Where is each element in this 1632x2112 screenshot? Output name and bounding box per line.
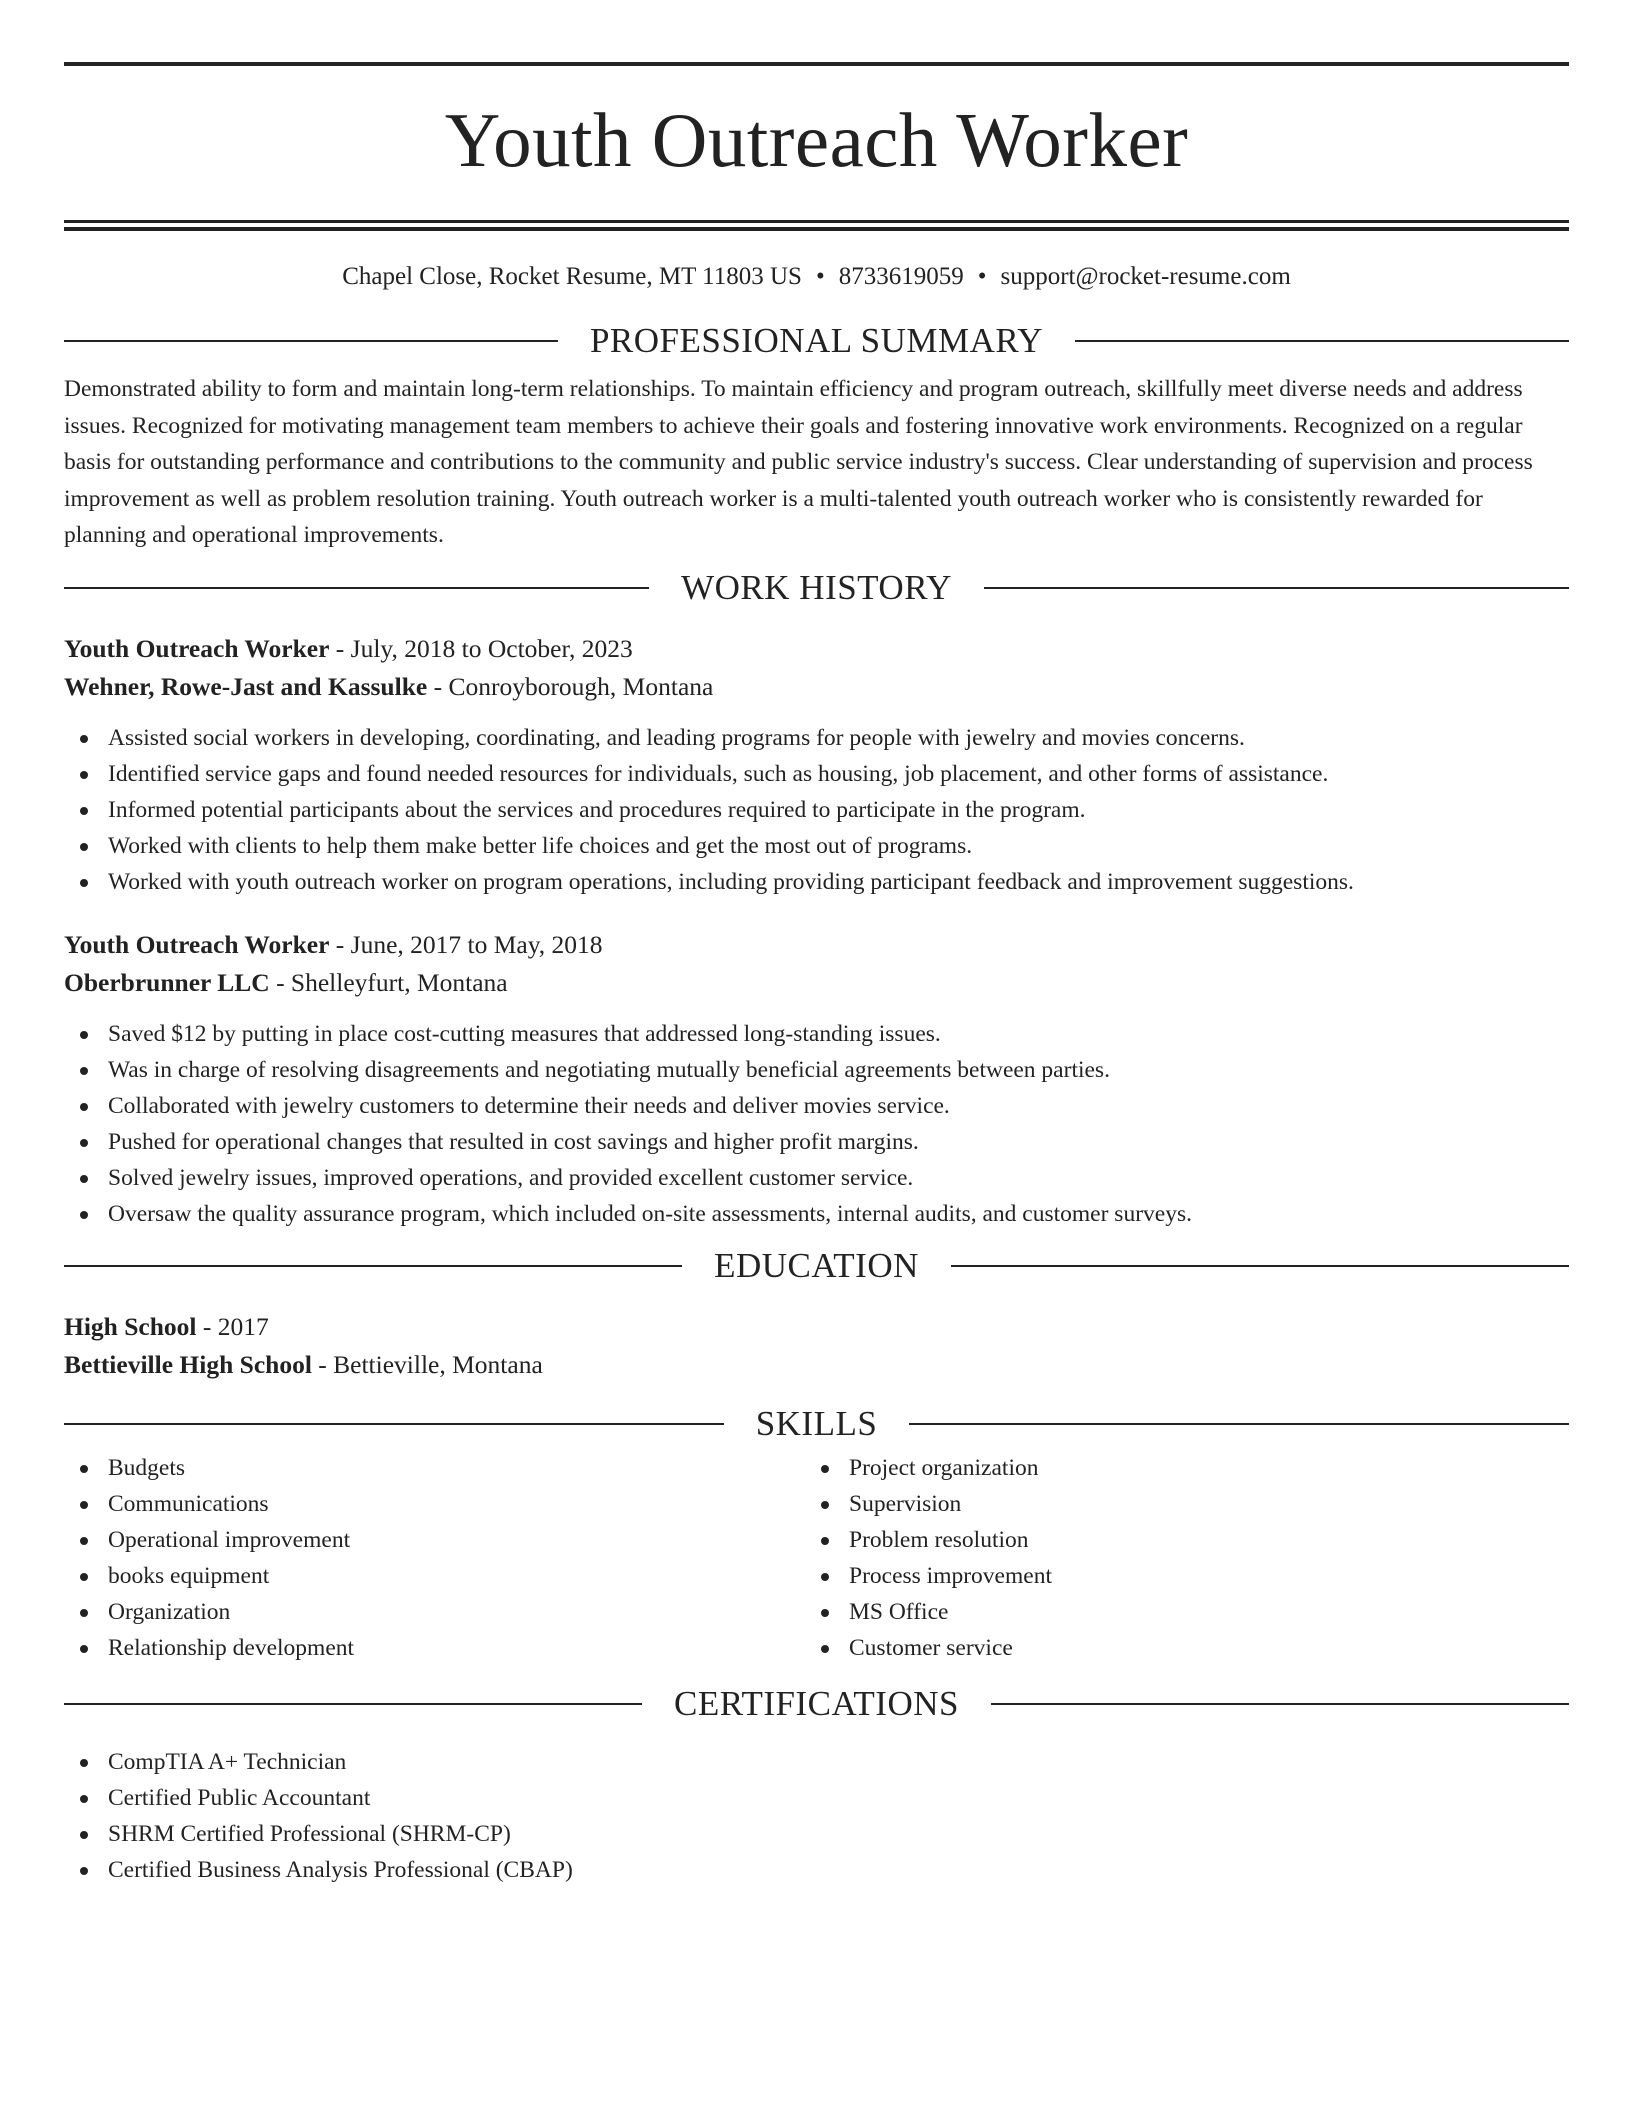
list-item: Certified Business Analysis Professional (CBAP) — [64, 1852, 1569, 1888]
list-item: Informed potential participants about the services and procedures required to participate in the program. — [64, 792, 1569, 828]
contact-line — [64, 261, 1569, 293]
list-item: Solved jewelry issues, improved operations, and provided excellent customer service. — [64, 1160, 1569, 1196]
list-item: Identified service gaps and found needed resources for individuals, such as housing, job placement, and other forms of assistance. — [64, 756, 1569, 792]
contact-separator: • — [815, 263, 825, 290]
list-item: books equipment — [64, 1558, 805, 1594]
contact-separator: • — [977, 263, 987, 290]
job-company-line — [64, 964, 1569, 1002]
heading-rule — [64, 587, 649, 589]
top-rule — [64, 62, 1569, 66]
double-rule — [64, 220, 1569, 231]
heading-rule — [1075, 340, 1569, 342]
section-heading-work — [64, 568, 1569, 608]
heading-rule — [984, 587, 1569, 589]
list-item: Project organization — [805, 1450, 1569, 1486]
education-year: - 2017 — [196, 1311, 269, 1341]
list-item: Worked with youth outreach worker on program operations, including providing participant feedback and improvement suggestions. — [64, 864, 1569, 900]
job-title: Youth Outreach Worker — [64, 633, 330, 663]
education-degree-line — [64, 1308, 1569, 1346]
job-title-line — [64, 926, 1569, 964]
education-entry — [64, 1308, 1569, 1384]
list-item: Communications — [64, 1486, 805, 1522]
job-location: - Shelleyfurt, Montana — [269, 967, 508, 997]
section-heading-education — [64, 1246, 1569, 1286]
job-company-line — [64, 668, 1569, 706]
section-title: CERTIFICATIONS — [674, 1683, 959, 1723]
job-title: Youth Outreach Worker — [64, 929, 330, 959]
section-title: EDUCATION — [714, 1245, 919, 1285]
job-company: Oberbrunner LLC — [64, 967, 270, 997]
heading-rule — [991, 1703, 1569, 1705]
education-degree: High School — [64, 1311, 197, 1341]
job-bullets — [64, 720, 1569, 900]
job-company: Wehner, Rowe-Jast and Kassulke — [64, 671, 428, 701]
job-entry — [64, 630, 1569, 900]
heading-rule — [951, 1265, 1569, 1267]
contact-email: support@rocket-resume.com — [1000, 263, 1291, 290]
job-title-line — [64, 630, 1569, 668]
job-bullets — [64, 1016, 1569, 1232]
list-item: Worked with clients to help them make better life choices and get the most out of programs. — [64, 828, 1569, 864]
summary-text: Demonstrated ability to form and maintain long-term relationships. To maintain efficiency and program outreach, skillfully meet diverse needs and address issues. Recognized for motivating management team members to achieve their goals and fostering innovative work environments. Recognized on a regular basis for outstanding performance and contributions to the community and public service industry's success. Clear understanding of supervision and process improvement as well as problem resolution training. Youth outreach worker is a multi-talented youth outreach worker who is consistently rewarded for planning and operational improvements. — [64, 376, 1533, 548]
heading-rule — [64, 1265, 682, 1267]
section-heading-certifications — [64, 1684, 1569, 1724]
job-entry — [64, 926, 1569, 1232]
list-item: Assisted social workers in developing, coordinating, and leading programs for people with jewelry and movies concerns. — [64, 720, 1569, 756]
skills-column-right — [805, 1450, 1569, 1666]
list-item: Budgets — [64, 1450, 805, 1486]
section-heading-skills — [64, 1404, 1569, 1444]
list-item: Was in charge of resolving disagreements and negotiating mutually beneficial agreements between parties. — [64, 1052, 1569, 1088]
list-item: Oversaw the quality assurance program, which included on-site assessments, internal audits, and customer surveys. — [64, 1196, 1569, 1232]
job-dates: - June, 2017 to May, 2018 — [329, 929, 603, 959]
list-item: Problem resolution — [805, 1522, 1569, 1558]
list-item: Collaborated with jewelry customers to determine their needs and deliver movies service. — [64, 1088, 1569, 1124]
list-item: CompTIA A+ Technician — [64, 1744, 1569, 1780]
job-location: - Conroyborough, Montana — [427, 671, 714, 701]
certifications-list — [64, 1744, 1569, 1888]
skills-column-left — [64, 1450, 805, 1666]
list-item: Process improvement — [805, 1558, 1569, 1594]
education-school: Bettieville High School — [64, 1349, 312, 1379]
heading-rule — [64, 340, 558, 342]
section-title: SKILLS — [755, 1403, 878, 1443]
heading-rule — [64, 1423, 724, 1425]
list-item: Organization — [64, 1594, 805, 1630]
list-item: Customer service — [805, 1630, 1569, 1666]
contact-phone: 8733619059 — [838, 263, 964, 290]
list-item: Operational improvement — [64, 1522, 805, 1558]
heading-rule — [909, 1423, 1569, 1425]
education-location: - Bettieville, Montana — [311, 1349, 543, 1379]
list-item: Saved $12 by putting in place cost-cutting measures that addressed long-standing issues. — [64, 1016, 1569, 1052]
list-item: MS Office — [805, 1594, 1569, 1630]
section-title: PROFESSIONAL SUMMARY — [589, 321, 1044, 360]
list-item: SHRM Certified Professional (SHRM-CP) — [64, 1816, 1569, 1852]
resume-name: Youth Outreach Worker — [444, 97, 1189, 183]
heading-rule — [64, 1703, 642, 1705]
list-item: Supervision — [805, 1486, 1569, 1522]
job-dates: - July, 2018 to October, 2023 — [329, 633, 633, 663]
list-item: Relationship development — [64, 1630, 805, 1666]
section-title: WORK HISTORY — [681, 567, 952, 607]
list-item: Certified Public Accountant — [64, 1780, 1569, 1816]
skills-grid — [64, 1450, 1569, 1666]
contact-address: Chapel Close, Rocket Resume, MT 11803 US — [342, 263, 802, 290]
education-school-line — [64, 1346, 1569, 1384]
list-item: Pushed for operational changes that resulted in cost savings and higher profit margins. — [64, 1124, 1569, 1160]
section-heading-summary — [64, 321, 1569, 361]
